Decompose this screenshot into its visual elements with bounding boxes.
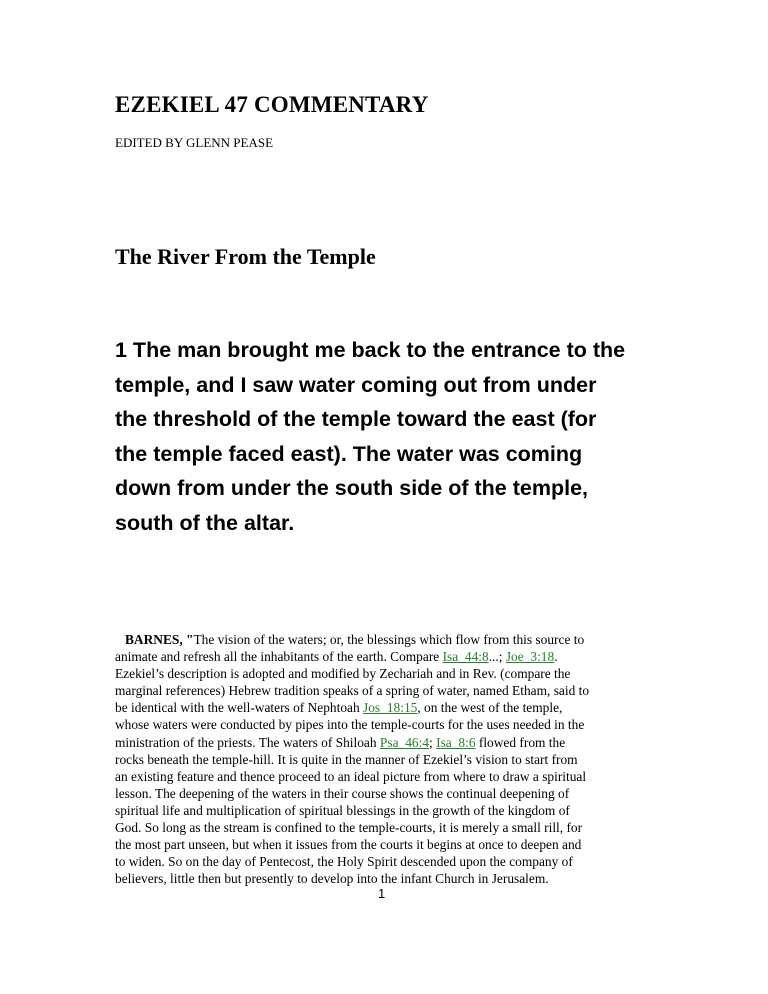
commentary-line: rocks beneath the temple-hill. It is quite in the manner of Ezekiel’s vision to start from [115, 751, 578, 767]
commentary-line: lesson. The deepening of the waters in their course shows the continual deepening of [115, 785, 570, 801]
commentary-text: be identical with the well-waters of Nephtoah [115, 700, 364, 716]
barnes-commentary [115, 631, 660, 887]
commentary-text: ; [429, 734, 437, 750]
scripture-link-jos-18-15[interactable]: Jos_18:15 [363, 700, 418, 716]
section-heading: The River From the Temple [115, 244, 376, 269]
commentary-line: an existing feature and thence proceed to an ideal picture from where to draw a spiritual [115, 768, 587, 784]
commentary-line: believers, little then but presently to develop into the infant Church in Jerusalem. [115, 871, 549, 887]
commentary-text: . [554, 649, 558, 665]
verse-line: down from under the south side of the temple, [115, 476, 589, 500]
commentary-line [115, 699, 660, 716]
verse-line: the temple faced east). The water was coming [115, 441, 583, 466]
document-title: EZEKIEL 47 COMMENTARY [115, 92, 429, 117]
commentary-line: the most part unseen, but when it issues from the courts it begins at once to deepen and [115, 837, 582, 853]
commentary-text: , on the west of the temple, [417, 700, 563, 716]
verse-line: 1 The man brought me back to the entrance to the [115, 338, 626, 362]
scripture-link-isa-44-8[interactable]: Isa_44:8 [442, 649, 489, 665]
verse-text [115, 333, 665, 540]
page-number: 1 [378, 886, 386, 901]
verse-line: the threshold of the temple toward the east (for [115, 407, 597, 431]
verse-line: south of the altar. [115, 510, 295, 535]
verse-line: temple, and I saw water coming out from under [115, 372, 597, 397]
commentary-text: animate and refresh all the inhabitants of the earth. Compare [115, 649, 443, 665]
commentary-text: ...; [488, 649, 506, 665]
commentary-line: to widen. So on the day of Pentecost, the Holy Spirit descended upon the company of [115, 854, 573, 870]
commentary-line: marginal references) Hebrew tradition speaks of a spring of water, named Etham, said to [115, 683, 590, 699]
commentary-text: The vision of the waters; or, the blessings which flow from this source to [193, 632, 585, 647]
scripture-link-joe-3-18[interactable]: Joe_3:18 [505, 649, 555, 665]
commentary-text: flowed from the [475, 734, 566, 750]
commentary-line: God. So long as the stream is confined to the temple-courts, it is merely a small rill, for [115, 820, 583, 836]
document-editor: EDITED BY GLENN PEASE [115, 135, 274, 150]
scripture-link-psa-46-4[interactable]: Psa_46:4 [379, 734, 430, 750]
commentary-line: spiritual life and multiplication of spiritual blessings in the growth of the kingdom of [115, 802, 570, 818]
commentary-line [115, 734, 660, 751]
commentary-line: whose waters were conducted by pipes into the temple-courts for the uses needed in the [115, 717, 585, 733]
scripture-link-isa-8-6[interactable]: Isa_8:6 [436, 734, 476, 750]
commentary-line: Ezekiel’s description is adopted and modified by Zechariah and in Rev. (compare the [115, 666, 571, 682]
commentary-line [115, 631, 660, 648]
commentary-text: ministration of the priests. The waters of Shiloah [115, 734, 380, 750]
commentary-label: BARNES, " [125, 632, 194, 647]
commentary-line [115, 648, 660, 665]
